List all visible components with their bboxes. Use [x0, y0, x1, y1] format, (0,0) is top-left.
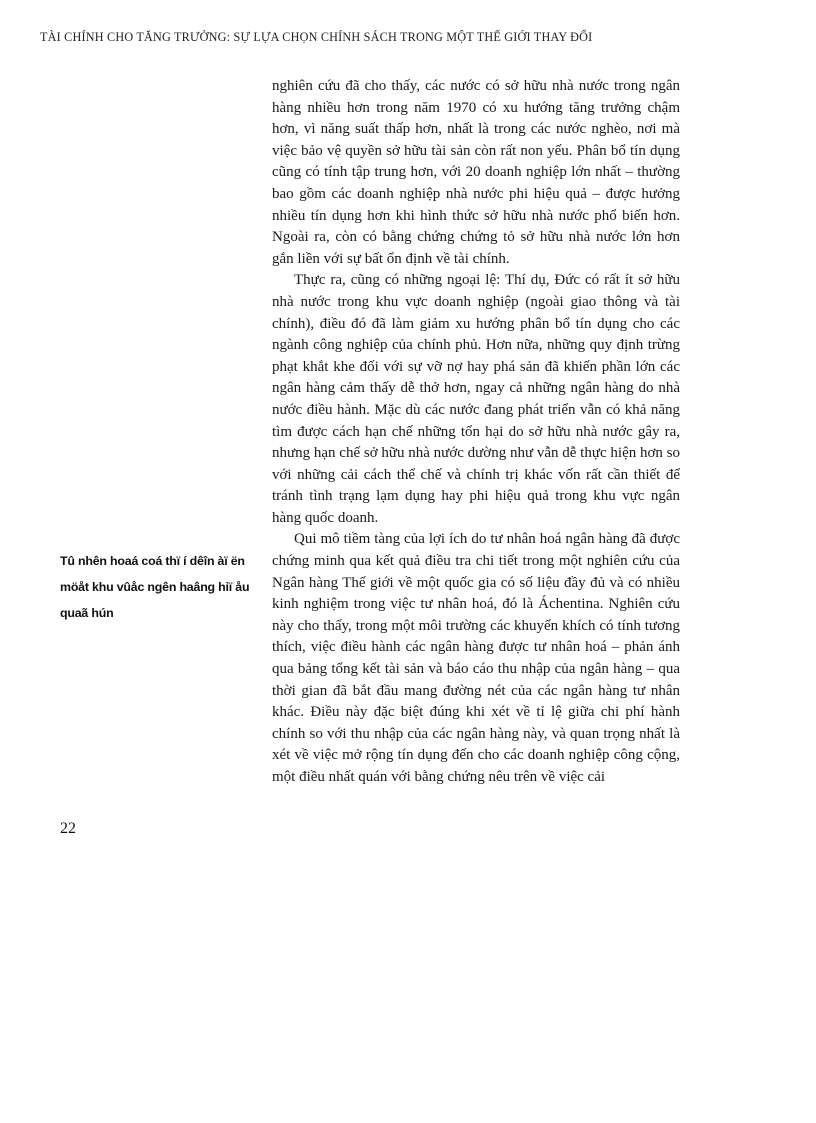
paragraph-3: Qui mô tiềm tàng của lợi ích do tư nhân hoá ngân hàng đã được chứng minh qua kết quả điều tra chi tiết trong một nghiên cứu của Ngân hàng Thế giới về một quốc gia có số liệu đầy đủ và có nhiều kinh nghiệm trong việc tư nhân hoá, đó là Áchentina. Nghiên cứu này cho thấy, trong một môi trường các khuyến khích có tính tương thích, việc điều hành các ngân hàng được tư nhân hoá – phản ánh qua bảng tổng kết tài sản và báo cáo thu nhập của ngân hàng – qua thời gian đã bắt đầu mang đường nét của các ngân hàng tư nhân khác. Điều này đặc biệt đúng khi xét về tỉ lệ giữa chi phí hành chính so với thu nhập của các ngân hàng này, và quan trọng nhất là xét về việc mở rộng tín dụng đến cho các doanh nghiệp công cộng, một điều nhất quán với bằng chứng nêu trên về việc cải	[272, 531, 680, 785]
body-text	[272, 76, 680, 789]
paragraph-2: Thực ra, cũng có những ngoại lệ: Thí dụ, Đức có rất ít sở hữu nhà nước trong khu vực doanh nghiệp (ngoài giao thông và tài chính), điều đó đã làm giảm xu hướng phân bổ tín dụng cho các ngành công nghiệp của chính phủ. Hơn nữa, những quy định trừng phạt khắt khe đối với sự vỡ nợ hay phá sản đã khiến phần lớn các ngân hàng cảm thấy dễ thở hơn, ngay cả những ngân hàng do nhà nước điều hành. Mặc dù các nước đang phát triển vẫn có khả năng tìm được cách hạn chế những tổn hại do sở hữu nhà nước gây ra, nhưng hạn chế sở hữu nhà nước dường như vẫn dễ thực hiện hơn so với những cải cách thể chế và chính trị khác vốn rất cần thiết để tránh tình trạng lạm dụng hay phi hiệu quả trong khu vực ngân hàng quốc doanh.	[272, 272, 680, 526]
margin-note: Tû nhên hoaá coá thï í dêîn àï ën möåt khu vûåc ngên haâng hiï åu quaã hún	[60, 554, 250, 620]
paragraph-1: nghiên cứu đã cho thấy, các nước có sở hữu nhà nước trong ngân hàng nhiều hơn trong năm 1970 có xu hướng tăng trưởng chậm hơn, vì năng suất thấp hơn, nhất là trong các nước nghèo, nơi mà việc bảo vệ quyền sở hữu tài sản còn rất non yếu. Phân bổ tín dụng cũng có tính tập trung hơn, với 20 doanh nghiệp lớn nhất – thường bao gồm các doanh nghiệp nhà nước phi hiệu quả – được hưởng nhiều tín dụng hơn khi hình thức sở hữu nhà nước phổ biến hơn. Ngoài ra, còn có bằng chứng chứng tỏ sở hữu nhà nước lớn hơn gắn liền với sự bất ổn định về tài chính.	[272, 78, 680, 267]
page-number: 22	[60, 820, 76, 837]
running-header: TÀI CHÍNH CHO TĂNG TRƯỞNG: SỰ LỰA CHỌN CHÍNH SÁCH TRONG MỘT THẾ GIỚI THAY ĐỔI	[40, 30, 593, 44]
